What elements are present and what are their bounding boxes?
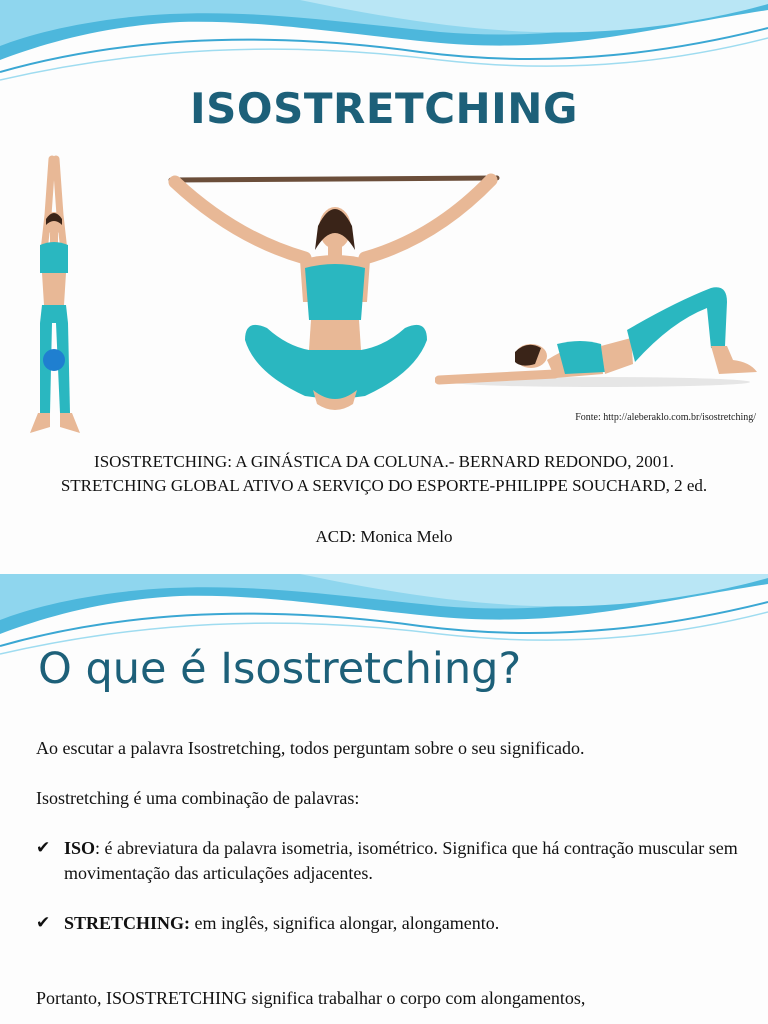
intro-paragraph: Ao escutar a palavra Isostretching, todos perguntam sobre o seu significado. — [36, 738, 585, 758]
slide-body — [36, 736, 746, 1011]
standing-stretch-figure — [22, 155, 86, 437]
references — [0, 450, 768, 498]
checkmark-icon: ✔ — [36, 838, 51, 858]
bullet-text: : é abreviatura da palavra isometria, isométrico. Significa que há contração muscular sem movimentação das articulações adjacentes. — [64, 838, 738, 883]
wave-banner — [0, 0, 768, 90]
bullet-stretching — [36, 911, 746, 936]
slide-title: O que é Isostretching? — [38, 644, 522, 694]
bullet-term: ISO — [64, 838, 96, 858]
bridge-pose-figure — [435, 282, 765, 392]
slide-2 — [0, 574, 768, 1024]
bullet-term: STRETCHING: — [64, 913, 191, 933]
bullet-text: em inglês, significa alongar, alongamento. — [190, 913, 500, 933]
image-source: Fonte: http://aleberaklo.com.br/isostretching/ — [575, 412, 756, 423]
slide-title: ISOSTRETCHING — [190, 84, 578, 133]
reference-line: STRETCHING GLOBAL ATIVO A SERVIÇO DO ESPORTE-PHILIPPE SOUCHARD, 2 ed. — [60, 476, 708, 495]
checkmark-icon: ✔ — [36, 913, 51, 933]
combo-paragraph: Isostretching é uma combinação de palavras: — [36, 788, 360, 808]
author-credit: ACD: Monica Melo — [315, 527, 453, 546]
reference-line: ISOSTRETCHING: A GINÁSTICA DA COLUNA.- BERNARD REDONDO, 2001. — [94, 452, 674, 471]
bullet-iso — [36, 836, 746, 886]
conclusion-paragraph: Portanto, ISOSTRETCHING significa trabalhar o corpo com alongamentos, — [36, 988, 586, 1008]
